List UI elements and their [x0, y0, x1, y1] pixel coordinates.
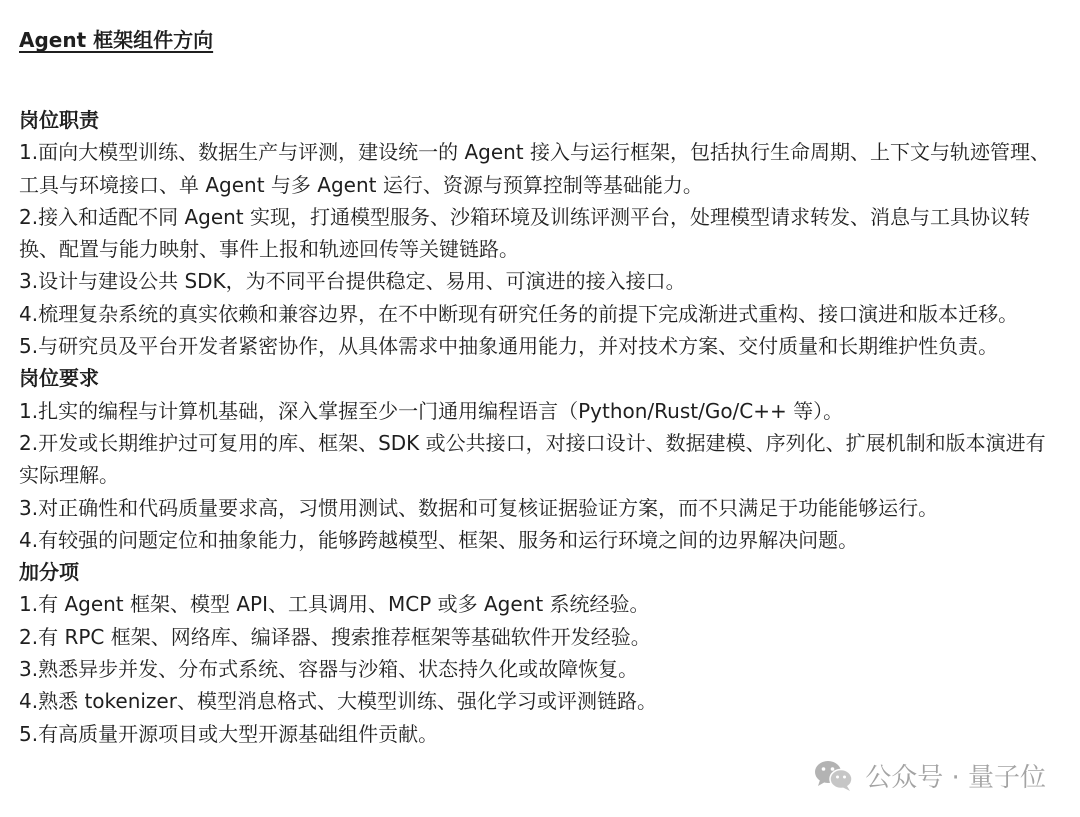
- wechat-icon: [813, 758, 855, 792]
- section-heading-requirements: 岗位要求: [19, 366, 99, 391]
- requirements-section: [19, 362, 1059, 556]
- bonus-section: [19, 556, 1059, 750]
- responsibilities-section: [19, 104, 1059, 362]
- list-item: 4.有较强的问题定位和抽象能力，能够跨越模型、框架、服务和运行环境之间的边界解决问题。: [19, 527, 859, 552]
- watermark: [813, 757, 1046, 793]
- watermark-text: 公众号 · 量子位: [865, 762, 1046, 793]
- list-item: 2.接入和适配不同 Agent 实现，打通模型服务、沙箱环境及训练评测平台，处理模型请求转发、消息与工具协议转换、配置与能力映射、事件上报和轨迹回传等关键链路。: [19, 204, 1030, 262]
- section-heading-responsibilities: 岗位职责: [19, 108, 99, 132]
- list-item: 1.面向大模型训练、数据生产与评测，建设统一的 Agent 接入与运行框架，包括执行生命周期、上下文与轨迹管理、工具与环境接口、单 Agent 与多 Agent 运行、资源与预算控制等基础能力。: [19, 140, 1050, 197]
- list-item: 1.有 Agent 框架、模型 API、工具调用、MCP 或多 Agent 系统经验。: [19, 592, 650, 617]
- list-item: 2.开发或长期维护过可复用的库、框架、SDK 或公共接口，对接口设计、数据建模、序列化、扩展机制和版本演进有实际理解。: [19, 430, 1046, 488]
- list-item: 5.有高质量开源项目或大型开源基础组件贡献。: [19, 721, 439, 746]
- list-item: 2.有 RPC 框架、网络库、编译器、搜索推荐框架等基础软件开发经验。: [19, 624, 651, 649]
- section-heading-bonus: 加分项: [19, 560, 79, 585]
- list-item: 5.与研究员及平台开发者紧密协作，从具体需求中抽象通用能力，并对技术方案、交付质量和长期维护性负责。: [19, 334, 999, 359]
- job-description: [19, 22, 1059, 750]
- list-item: 4.熟悉 tokenizer、模型消息格式、大模型训练、强化学习或评测链路。: [19, 689, 657, 714]
- list-item: 3.设计与建设公共 SDK，为不同平台提供稳定、易用、可演进的接入接口。: [19, 269, 686, 294]
- list-item: 3.熟悉异步并发、分布式系统、容器与沙箱、状态持久化或故障恢复。: [19, 657, 639, 682]
- list-item: 1.扎实的编程与计算机基础，深入掌握至少一门通用编程语言（Python/Rust/Go/C++ 等）。: [19, 398, 844, 423]
- list-item: 4.梳理复杂系统的真实依赖和兼容边界，在不中断现有研究任务的前提下完成渐进式重构、接口演进和版本迁移。: [19, 301, 1019, 326]
- page-title: Agent 框架组件方向: [19, 28, 214, 52]
- list-item: 3.对正确性和代码质量要求高，习惯用测试、数据和可复核证据验证方案，而不只满足于功能能够运行。: [19, 495, 939, 520]
